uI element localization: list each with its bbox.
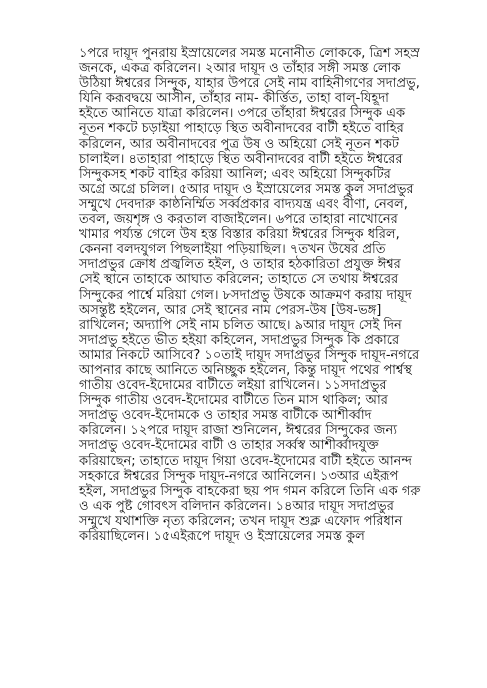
body-text: ১পরে দায়ূদ পুনরায় ইস্রায়েলের সমস্ত মনোনীত লোককে, ত্রিশ সহস্র জনকে, একত্র করিলেন। ২আর দায়ূদ ও তাঁহার সঙ্গী সমস্ত লোক উঠিয়া ঈশ্বরের সিন্দুক, যাহার উপরে সেই নাম বাহিনীগণের সদাপ্রভু, যিনি করূবদ্বয়ে আসীন, তাঁহার নাম- কীর্ত্তিত, তাহা বাল্-যিহূদা হইতে আনিতে যাত্রা করিলেন। ৩পরে তাঁহারা ঈশ্বরের সিন্দুক এক নূতন শকটে চড়াইয়া পাহাড়ে স্থিত অবীনাদবের বাটী হইতে বাহির করিলেন, আর অবীনাদবের পুত্র উষ ও অহিয়ো সেই নূতন শকট চালাইল। ৪তাহারা পাহাড়ে স্থিত অবীনাদবের বাটী হইতে ঈশ্বরের সিন্দুকসহ শকট বাহির করিয়া আনিল; এবং অহিয়ো সিন্দুকটির অগ্রে অগ্রে চলিল। ৫আর দায়ূদ ও ইস্রায়েলের সমস্ত কুল সদাপ্রভুর সম্মুখে দেবদারু কাষ্ঠনির্ম্মিত সর্ব্বপ্রকার বাদ্যযন্ত্র এবং বীণা, নেবল, তবল, জয়শৃঙ্গ ও করতাল বাজাইলেন। ৬পরে তাহারা নাখোনের খামার পর্য্যন্ত গেলে উষ হস্ত বিস্তার করিয়া ঈশ্বরের সিন্দুক ধরিল, কেননা বলদযুগল পিছলাইয়া পড়িয়াছিল। ৭তখন উষের প্রতি সদাপ্রভুর ক্রোধ প্রজ্বলিত হইল, ও তাহার হঠকারিতা প্রযুক্ত ঈশ্বর সেই স্থানে তাহাকে আঘাত করিলেন; তাহাতে সে তথায় ঈশ্বরের সিন্দুকের পার্শ্বে মরিয়া গেল। ৮সদাপ্রভু উষকে আক্রমণ করায় দায়ূদ অসন্তুষ্ট হইলেন, আর সেই স্থানের নাম পেরস-উষ [উষ-ভঙ্গ] রাখিলেন; অদ্যাপি সেই নাম চলিত আছে। ৯আর দায়ূদ সেই দিন সদাপ্রভু হইতে ভীত হইয়া কহিলেন, সদাপ্রভুর সিন্দুক কি প্রকারে আমার নিকটে আসিবে? ১০তাই দায়ূদ সদাপ্রভুর সিন্দুক দায়ূদ-নগরে আপনার কাছে আনিতে অনিচ্ছুক হইলেন, কিন্তু দায়ূদ পথের পার্শ্বস্থ গাতীয় ওবেদ-ইদোমের বাটীতে লইয়া রাখিলেন। ১১সদাপ্রভুর সিন্দুক গাতীয় ওবেদ-ইদোমের বাটীতে তিন মাস থাকিল; আর সদাপ্রভু ওবেদ-ইদোমকে ও তাহার সমস্ত বাটীকে আশীর্ব্বাদ করিলেন। ১২পরে দায়ূদ রাজা শুনিলেন, ঈশ্বরের সিন্দুকের জন্য সদাপ্রভু ওবেদ-ইদোমের বাটী ও তাহার সর্ব্বস্ব আশীর্ব্বাদযুক্ত করিয়াছেন; তাহাতে দায়ূদ গিয়া ওবেদ-ইদোমের বাটী হইতে আনন্দ সহকারে ঈশ্বরের সিন্দুক দায়ূদ-নগরে আনিলেন। ১৩আর এইরূপ হইল, সদাপ্রভুর সিন্দুক বাহকেরা ছয় পদ গমন করিলে তিনি এক গরু ও এক পুষ্ট গোবৎস বলিদান করিলেন। ১৪আর দায়ূদ সদাপ্রভুর সম্মুখে যথাশক্তি নৃত্য করিলেন; তখন দায়ূদ শুক্ল এফোদ পরিধান করিয়াছিলেন। ১৫এইরূপে দায়ূদ ও ইস্রায়েলের সমস্ত কুল — [79, 46, 421, 544]
